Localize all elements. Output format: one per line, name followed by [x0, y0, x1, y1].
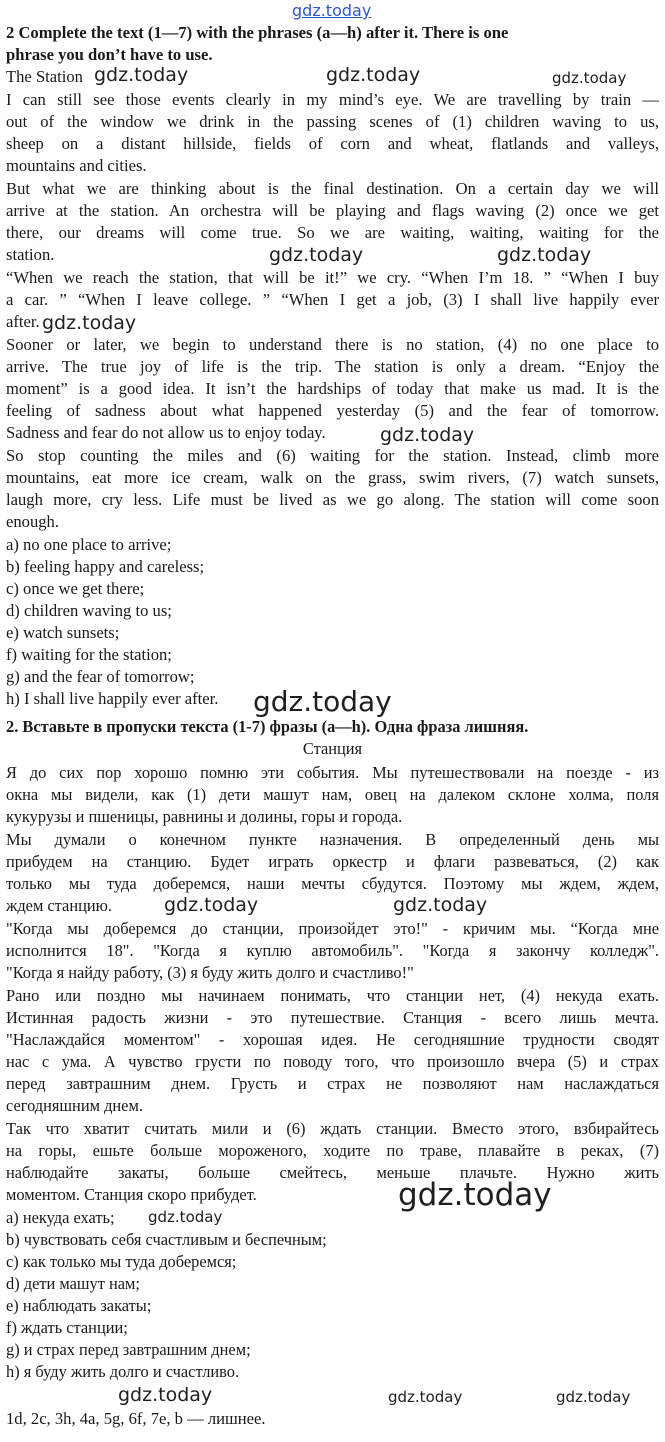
english-p1-line-2: out of the window we drink in the passing scenes of (1) children waving to us,	[6, 112, 659, 131]
english-p2-line-3: there, our dreams will come true. So we are waiting, waiting, waiting for the	[6, 223, 659, 242]
watermark: gdz.today	[393, 894, 488, 916]
russian-p4-line-3: "Наслаждайся моментом" - хорошая идея. Не сегодняшние трудности сводят	[6, 1030, 659, 1049]
english-p4-line-4: feeling of sadness about what happened yesterday (5) and the fear of tomorrow.	[6, 401, 659, 420]
english-title: The Station	[6, 67, 83, 86]
russian-p3-line-1: "Когда мы доберемся до станции, произойдет это!" - кричим мы. “Когда мне	[6, 919, 659, 938]
watermark: gdz.today	[148, 1208, 223, 1226]
watermark: gdz.today	[253, 685, 392, 718]
russian-task-heading: 2. Вставьте в пропуски текста (1-7) фразы (a—h). Одна фраза лишняя.	[6, 717, 529, 736]
english-p1-line-4: mountains and cities.	[6, 156, 147, 175]
english-option-g: g) and the fear of tomorrow;	[6, 667, 195, 686]
russian-p4-line-6: сегодняшним днем.	[6, 1096, 143, 1115]
english-p4-line-2: arrive. The true joy of life is the trip. The station is only a dream. “Enjoy the	[6, 357, 659, 376]
english-option-b: b) feeling happy and careless;	[6, 557, 205, 576]
watermark: gdz.today	[164, 894, 259, 916]
english-p1-line-1: I can still see those events clearly in my mind’s eye. We are travelling by train —	[6, 90, 659, 109]
english-task-heading-line-1: 2 Complete the text (1—7) with the phrases (a—h) after it. There is one	[6, 23, 509, 42]
english-p2-line-4: station.	[6, 245, 55, 264]
watermark: gdz.today	[94, 64, 189, 86]
watermark: gdz.today	[380, 424, 475, 446]
english-task-heading-line-2: phrase you don’t have to use.	[6, 45, 213, 64]
russian-option-f: f) ждать станции;	[6, 1318, 128, 1337]
english-p3-line-2: a car. ” “When I leave college. ” “When I get a job, (3) I shall live happily ever	[6, 290, 659, 309]
watermark: gdz.today	[497, 244, 592, 266]
english-option-d: d) children waving to us;	[6, 601, 172, 620]
russian-p2-line-4: ждем станцию.	[6, 896, 112, 915]
watermark: gdz.today	[556, 1388, 631, 1406]
russian-option-b: b) чувствовать себя счастливым и беспечным;	[6, 1230, 327, 1249]
english-option-f: f) waiting for the station;	[6, 645, 172, 664]
answer-key: 1d, 2c, 3h, 4a, 5g, 6f, 7e, b — лишнее.	[6, 1409, 266, 1428]
russian-option-c: c) как только мы туда доберемся;	[6, 1252, 237, 1271]
watermark: gdz.today	[269, 244, 364, 266]
english-option-c: c) once we get there;	[6, 579, 145, 598]
english-p4-line-5: Sadness and fear do not allow us to enjoy today.	[6, 423, 326, 442]
russian-p1-line-1: Я до сих пор хорошо помню эти события. Мы путешествовали на поезде - из	[6, 763, 659, 782]
russian-p4-line-1: Рано или поздно мы начинаем понимать, что станции нет, (4) некуда ехать.	[6, 986, 659, 1005]
russian-p3-line-3: "Когда я найду работу, (3) я буду жить долго и счастливо!"	[6, 963, 414, 982]
english-p1-line-3: sheep on a distant hillside, fields of corn and wheat, flatlands and valleys,	[6, 134, 659, 153]
english-p4-line-1: Sooner or later, we begin to understand there is no station, (4) no one place to	[6, 335, 659, 354]
russian-title: Станция	[302, 739, 363, 758]
english-p3-line-3: after.	[6, 312, 40, 331]
russian-option-g: g) и страх перед завтрашним днем;	[6, 1340, 251, 1359]
russian-p2-line-3: только мы туда доберемся, наши мечты сбудутся. Поэтому мы ждем, ждем,	[6, 874, 659, 893]
english-option-h: h) I shall live happily ever after.	[6, 689, 219, 708]
watermark: gdz.today	[118, 1384, 213, 1406]
russian-p2-line-2: прибудем на станцию. Будет играть оркестр и флаги развеваться, (2) как	[6, 852, 659, 871]
watermark: gdz.today	[326, 64, 421, 86]
english-p2-line-1: But what we are thinking about is the final destination. On a certain day we will	[6, 179, 659, 198]
russian-p1-line-3: кукурузы и пшеницы, равнины и долины, горы и города.	[6, 807, 403, 826]
russian-option-d: d) дети машут нам;	[6, 1274, 140, 1293]
english-option-a: a) no one place to arrive;	[6, 535, 172, 554]
russian-option-e: e) наблюдать закаты;	[6, 1296, 152, 1315]
russian-p1-line-2: окна мы видели, как (1) дети машут нам, овец на далеком склоне холма, поля	[6, 785, 659, 804]
watermark: gdz.today	[388, 1388, 463, 1406]
english-p5-line-4: enough.	[6, 512, 59, 531]
english-p3-line-1: “When we reach the station, that will be it!” we cry. “When I’m 18. ” “When I buy	[6, 268, 659, 287]
russian-p3-line-2: исполнится 18". "Когда я куплю автомобиль". "Когда я закончу колледж".	[6, 941, 659, 960]
watermark-top[interactable]: gdz.today	[292, 1, 372, 20]
watermark: gdz.today	[42, 312, 137, 334]
russian-option-a: a) некуда ехать;	[6, 1208, 115, 1227]
russian-p5-line-2: на горы, ешьте больше мороженого, ходите по траве, плавайте в реках, (7)	[6, 1141, 659, 1160]
english-option-e: e) watch sunsets;	[6, 623, 120, 642]
russian-p4-line-2: Истинная радость жизни - это путешествие. Станция - всего лишь мечта.	[6, 1008, 659, 1027]
english-p2-line-2: arrive at the station. An orchestra will be playing and flags waving (2) once we get	[6, 201, 659, 220]
russian-p5-line-1: Так что хватит считать мили и (6) ждать станции. Вместо этого, взбирайтесь	[6, 1119, 659, 1138]
russian-p5-line-3: наблюдайте закаты, больше смейтесь, меньше плачьте. Нужно жить	[6, 1163, 659, 1182]
english-p5-line-3: laugh more, cry less. Life must be lived as we go along. The station will come soon	[6, 490, 659, 509]
russian-p2-line-1: Мы думали о конечном пункте назначения. В определенный день мы	[6, 830, 659, 849]
russian-p4-line-5: перед завтрашним днем. Грусть и страх не позволяют нам наслаждаться	[6, 1074, 659, 1093]
english-p5-line-2: mountains, eat more ice cream, walk on the grass, swim rivers, (7) watch sunsets,	[6, 468, 659, 487]
russian-option-h: h) я буду жить долго и счастливо.	[6, 1362, 240, 1381]
russian-p4-line-4: нас с ума. А чувство грусти по поводу того, что произошло вчера (5) и страх	[6, 1052, 659, 1071]
watermark: gdz.today	[552, 69, 627, 87]
russian-p5-line-4: моментом. Станция скоро прибудет.	[6, 1185, 257, 1204]
watermark: gdz.today	[398, 1177, 552, 1213]
english-p5-line-1: So stop counting the miles and (6) waiting for the station. Instead, climb more	[6, 446, 659, 465]
english-p4-line-3: moment” is a good idea. It isn’t the hardships of today that make us mad. It is the	[6, 379, 659, 398]
